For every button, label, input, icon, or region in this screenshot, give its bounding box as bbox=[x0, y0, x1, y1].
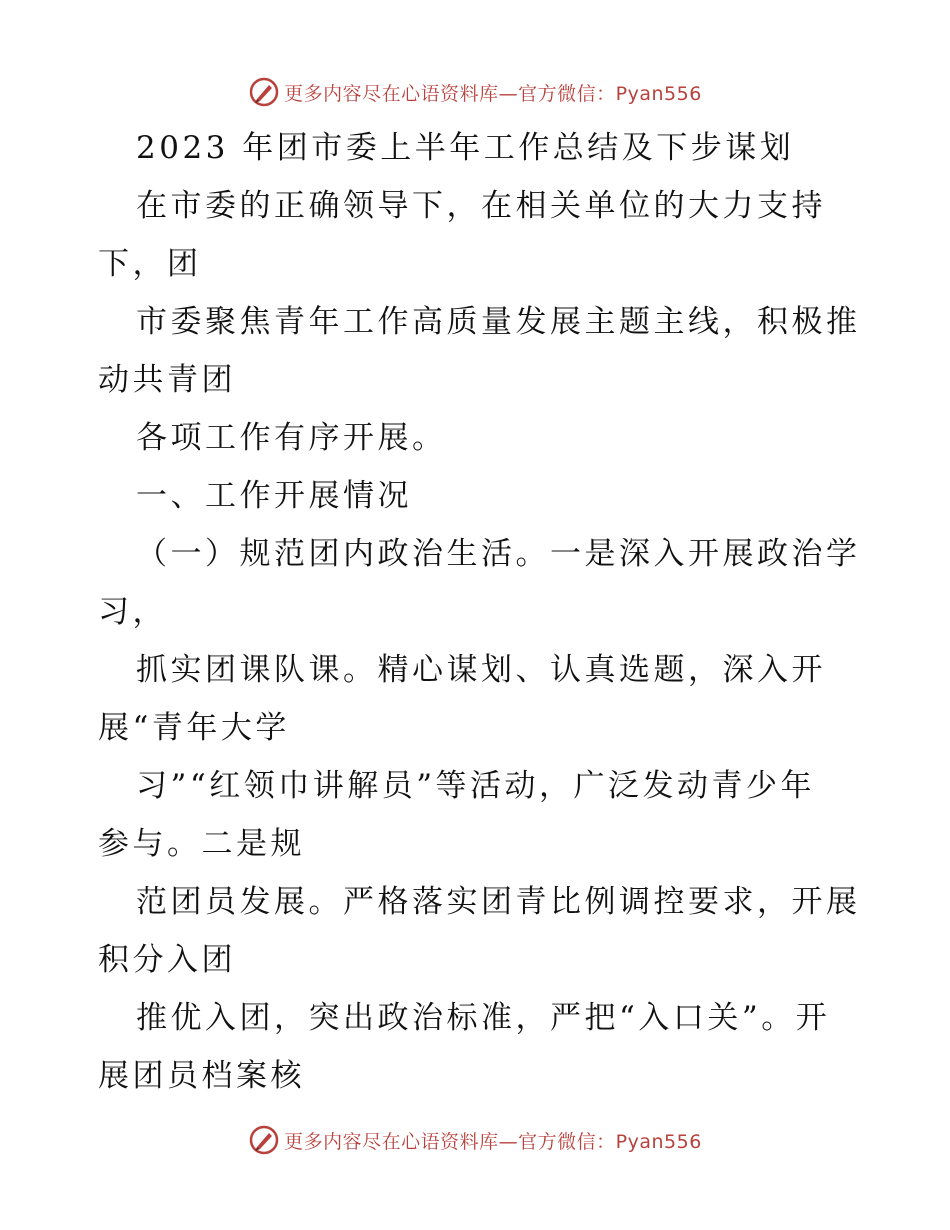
watermark-footer bbox=[0, 1120, 950, 1160]
document-title: 2023 年团市委上半年工作总结及下步谋划 bbox=[136, 130, 795, 166]
body-line: 参与。二是规 bbox=[98, 826, 305, 862]
pen-logo-icon bbox=[248, 76, 280, 108]
watermark-text: 更多内容尽在心语资料库—官方微信：Pyan556 bbox=[284, 1130, 702, 1153]
body-line: 抓实团课队课。精心谋划、认真选题，深入开 bbox=[136, 652, 826, 688]
body-line: 动共青团 bbox=[98, 362, 236, 398]
body-line: 习”“红领巾讲解员”等活动，广泛发动青少年 bbox=[136, 768, 816, 804]
body-line: 下，团 bbox=[98, 246, 202, 282]
watermark-text: 更多内容尽在心语资料库—官方微信：Pyan556 bbox=[284, 82, 702, 105]
body-line: 展“青年大学 bbox=[98, 710, 290, 746]
body-line: 推优入团，突出政治标准，严把“入口关”。开 bbox=[136, 1000, 831, 1036]
body-line: 各项工作有序开展。 bbox=[136, 420, 447, 456]
watermark-header bbox=[0, 72, 950, 112]
body-line: （一）规范团内政治生活。一是深入开展政治学 bbox=[136, 536, 861, 572]
body-line: 积分入团 bbox=[98, 942, 236, 978]
body-line: 市委聚焦青年工作高质量发展主题主线，积极推 bbox=[136, 304, 861, 340]
pen-logo-icon bbox=[248, 1124, 280, 1156]
body-line: 在市委的正确领导下，在相关单位的大力支持 bbox=[136, 188, 826, 224]
body-line: 展团员档案核 bbox=[98, 1058, 305, 1094]
body-line: 范团员发展。严格落实团青比例调控要求，开展 bbox=[136, 884, 861, 920]
section-heading: 一、工作开展情况 bbox=[136, 478, 412, 514]
body-line: 习， bbox=[98, 594, 167, 630]
